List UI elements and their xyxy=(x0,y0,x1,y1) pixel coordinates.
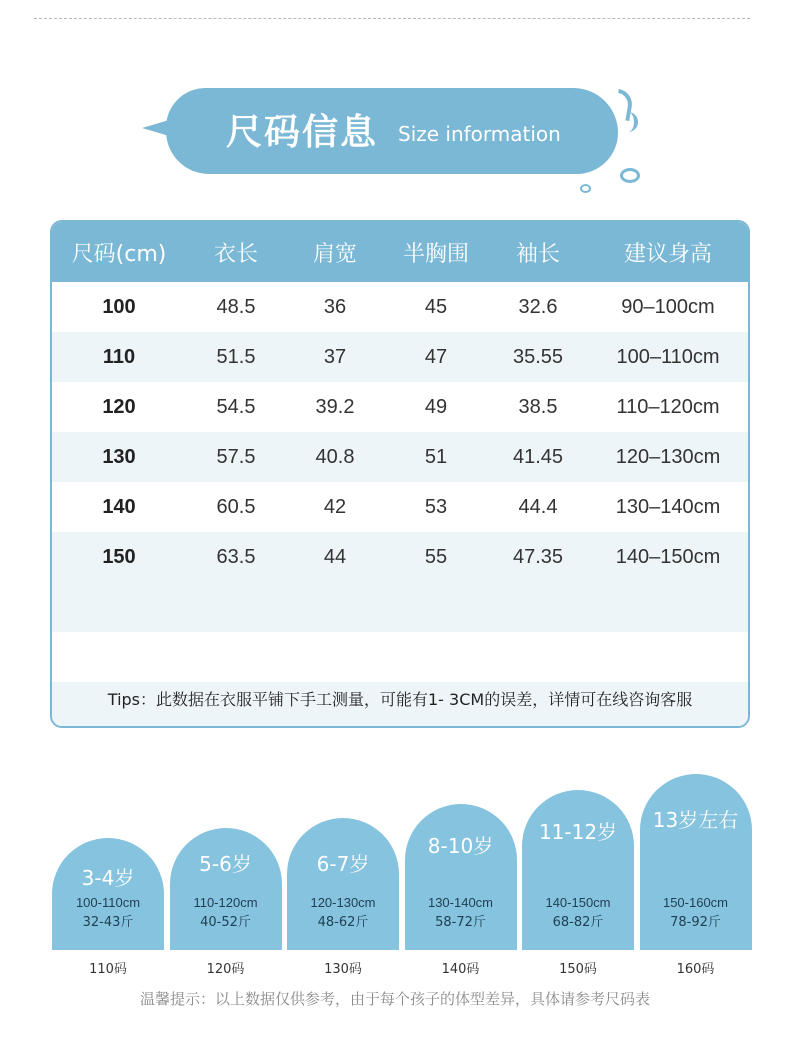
table-body xyxy=(52,282,748,582)
table-row-empty xyxy=(52,582,748,632)
arch-height: 100-110cm xyxy=(75,895,141,910)
cell-size: 110 xyxy=(102,345,136,368)
age-arch xyxy=(640,774,752,950)
cell-sleeve: 32.6 xyxy=(518,295,558,318)
header-height: 建议身高 xyxy=(623,241,712,267)
size-label: 140码 xyxy=(441,962,480,977)
cell-chest: 55 xyxy=(424,545,448,568)
cell-sleeve: 41.45 xyxy=(512,445,564,468)
cell-sleeve: 38.5 xyxy=(518,395,558,418)
cell-shoulder: 42 xyxy=(323,495,347,518)
size-labels xyxy=(52,958,752,978)
size-label: 120码 xyxy=(206,962,245,977)
header-size: 尺码(cm) xyxy=(71,241,167,267)
age-arch xyxy=(170,828,282,950)
cell-shoulder: 39.2 xyxy=(315,395,355,418)
cell-sleeve: 35.55 xyxy=(512,345,564,368)
arch-age: 13岁左右 xyxy=(652,808,739,832)
cell-height: 110–120cm xyxy=(616,395,720,418)
age-arch xyxy=(522,790,634,950)
arch-weight: 32-43斤 xyxy=(82,915,134,930)
decor-arc-small-icon xyxy=(628,112,638,132)
cell-shoulder: 40.8 xyxy=(315,445,355,468)
header-chest: 半胸围 xyxy=(402,241,469,267)
title-bubble xyxy=(140,82,660,202)
cell-length: 60.5 xyxy=(216,495,256,518)
arch-height: 140-150cm xyxy=(545,895,611,910)
cell-size: 120 xyxy=(102,395,136,418)
arch-weight: 48-62斤 xyxy=(317,915,369,930)
cell-length: 48.5 xyxy=(216,295,256,318)
cell-length: 51.5 xyxy=(216,345,256,368)
cell-sleeve: 44.4 xyxy=(518,495,558,518)
cell-shoulder: 37 xyxy=(323,345,347,368)
arch-height: 150-160cm xyxy=(662,895,729,910)
table-row xyxy=(52,382,748,432)
cell-chest: 49 xyxy=(424,395,448,418)
cell-chest: 51 xyxy=(424,445,448,468)
header-shoulder: 肩宽 xyxy=(312,241,357,267)
arch-age: 11-12岁 xyxy=(538,820,618,844)
age-arch xyxy=(287,818,399,950)
decor-bubble-small-icon xyxy=(580,184,591,193)
cell-height: 90–100cm xyxy=(621,295,715,318)
cell-shoulder: 44 xyxy=(323,545,347,568)
arch-weight: 78-92斤 xyxy=(670,915,721,930)
age-arch xyxy=(52,838,164,950)
age-arch xyxy=(405,804,517,950)
footer-note: 温馨提示：以上数据仅供参考，由于每个孩子的体型差异，具体请参考尺码表 xyxy=(139,990,650,1008)
cell-length: 54.5 xyxy=(216,395,256,418)
header-length: 衣长 xyxy=(213,241,258,267)
header-sleeve: 袖长 xyxy=(515,241,560,267)
title-en: Size information xyxy=(398,122,561,146)
table-header xyxy=(52,222,748,282)
cell-size: 140 xyxy=(102,495,136,518)
title-cn: 尺码信息 xyxy=(226,112,379,153)
cell-sleeve: 47.35 xyxy=(512,545,564,568)
table-row xyxy=(52,282,748,332)
cell-length: 63.5 xyxy=(216,545,256,568)
top-divider xyxy=(34,18,750,19)
cell-size: 130 xyxy=(102,445,136,468)
cell-shoulder: 36 xyxy=(323,295,347,318)
cell-height: 100–110cm xyxy=(616,345,720,368)
arch-weight: 58-72斤 xyxy=(435,915,486,930)
arch-weight: 40-52斤 xyxy=(200,915,251,930)
table-row xyxy=(52,532,748,582)
cell-height: 120–130cm xyxy=(615,445,721,468)
table-row xyxy=(52,432,748,482)
size-label: 110码 xyxy=(89,962,127,977)
size-label: 150码 xyxy=(559,962,597,977)
cell-chest: 47 xyxy=(424,345,448,368)
age-chart xyxy=(52,770,752,950)
table-row-empty xyxy=(52,632,748,682)
arch-age: 5-6岁 xyxy=(199,852,252,876)
arch-height: 110-120cm xyxy=(193,895,258,910)
cell-size: 100 xyxy=(102,295,136,318)
table-tips: Tips：此数据在衣服平铺下手工测量，可能有1- 3CM的误差，详情可在线咨询客服 xyxy=(107,690,693,709)
cell-chest: 53 xyxy=(424,495,448,518)
arch-age: 6-7岁 xyxy=(316,852,370,876)
table-row xyxy=(52,332,748,382)
arch-age: 8-10岁 xyxy=(427,834,494,858)
decor-bubble-icon xyxy=(620,168,640,183)
arch-height: 130-140cm xyxy=(427,895,494,910)
size-label: 160码 xyxy=(676,962,715,977)
arch-age: 3-4岁 xyxy=(81,866,135,890)
size-table xyxy=(50,220,750,728)
arch-height: 120-130cm xyxy=(310,895,376,910)
arch-weight: 68-82斤 xyxy=(552,915,604,930)
table-row xyxy=(52,482,748,532)
size-label: 130码 xyxy=(324,962,362,977)
cell-length: 57.5 xyxy=(216,445,256,468)
cell-height: 140–150cm xyxy=(615,545,721,568)
cell-size: 150 xyxy=(102,545,136,568)
cell-height: 130–140cm xyxy=(615,495,721,518)
cell-chest: 45 xyxy=(424,295,448,318)
